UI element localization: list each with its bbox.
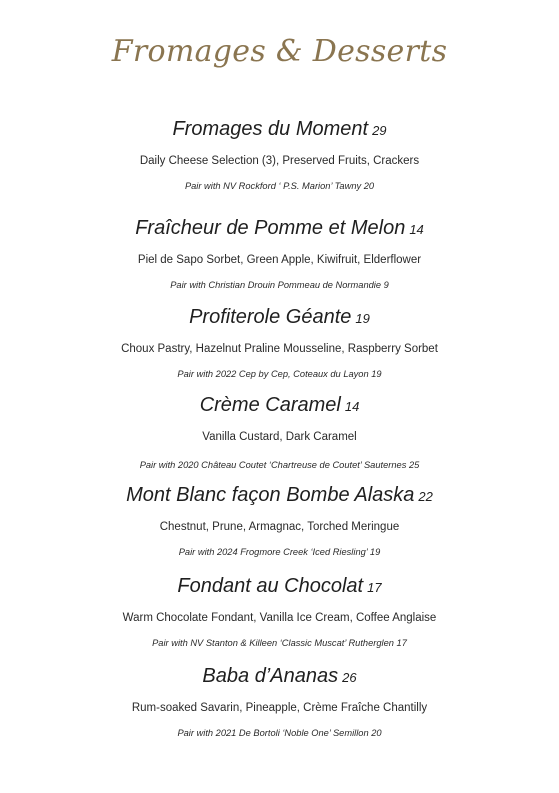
item-name: Crème Caramel	[199, 394, 341, 416]
item-heading	[0, 573, 559, 601]
item-price: 14	[409, 222, 424, 237]
menu-item-profiterole	[0, 304, 559, 381]
item-price: 14	[344, 399, 360, 414]
menu-item-creme-caramel	[0, 392, 559, 472]
item-pairing: Pair with 2022 Cep by Cep, Coteaux du Layon 19	[177, 369, 382, 379]
item-name: Baba d’Ananas	[202, 665, 339, 687]
menu-item-fromages	[0, 116, 559, 193]
item-heading	[0, 392, 559, 420]
item-pairing: Pair with NV Rockford ‘ P.S. Marion’ Tawny 20	[184, 181, 375, 191]
item-description: Chestnut, Prune, Armagnac, Torched Meringue	[159, 521, 400, 533]
item-pairing: Pair with 2020 Château Coutet ‘Chartreuse de Coutet’ Sauternes 25	[139, 460, 420, 470]
item-name: Mont Blanc façon Bombe Alaska	[126, 484, 415, 506]
item-name: Profiterole Géante	[189, 306, 352, 328]
item-pairing: Pair with Christian Drouin Pommeau de Normandie 9	[170, 280, 389, 290]
menu-item-fondant	[0, 573, 559, 650]
item-description: Piel de Sapo Sorbet, Green Apple, Kiwifruit, Elderflower	[137, 254, 422, 266]
item-pairing: Pair with NV Stanton & Killeen ‘Classic Muscat’ Rutherglen 17	[152, 638, 407, 648]
menu-item-mont-blanc	[0, 482, 559, 559]
item-description: Choux Pastry, Hazelnut Praline Mousseline, Raspberry Sorbet	[121, 343, 438, 355]
item-price: 26	[342, 670, 357, 685]
item-price: 22	[418, 489, 433, 504]
item-price: 17	[367, 580, 382, 595]
item-heading	[0, 482, 559, 510]
item-pairing: Pair with 2024 Frogmore Creek ‘Iced Riesling’ 19	[178, 547, 381, 557]
item-heading	[0, 663, 559, 691]
menu-title: Fromages & Desserts	[111, 34, 448, 69]
item-name: Fraîcheur de Pomme et Melon	[135, 217, 406, 239]
item-pairing: Pair with 2021 De Bortoli ‘Noble One’ Semillon 20	[177, 728, 382, 738]
item-price: 29	[372, 123, 387, 138]
item-name: Fondant au Chocolat	[177, 575, 364, 597]
item-description: Warm Chocolate Fondant, Vanilla Ice Cream, Coffee Anglaise	[122, 612, 437, 624]
item-description: Daily Cheese Selection (3), Preserved Fruits, Crackers	[139, 155, 420, 167]
item-description: Vanilla Custard, Dark Caramel	[202, 431, 357, 443]
item-heading	[0, 215, 559, 243]
item-heading	[0, 304, 559, 332]
item-heading	[0, 116, 559, 144]
item-description: Rum-soaked Savarin, Pineapple, Crème Fraîche Chantilly	[131, 702, 428, 714]
menu-item-fraicheur	[0, 215, 559, 292]
menu-item-baba	[0, 663, 559, 740]
item-price: 19	[355, 311, 370, 326]
item-name: Fromages du Moment	[172, 118, 369, 140]
